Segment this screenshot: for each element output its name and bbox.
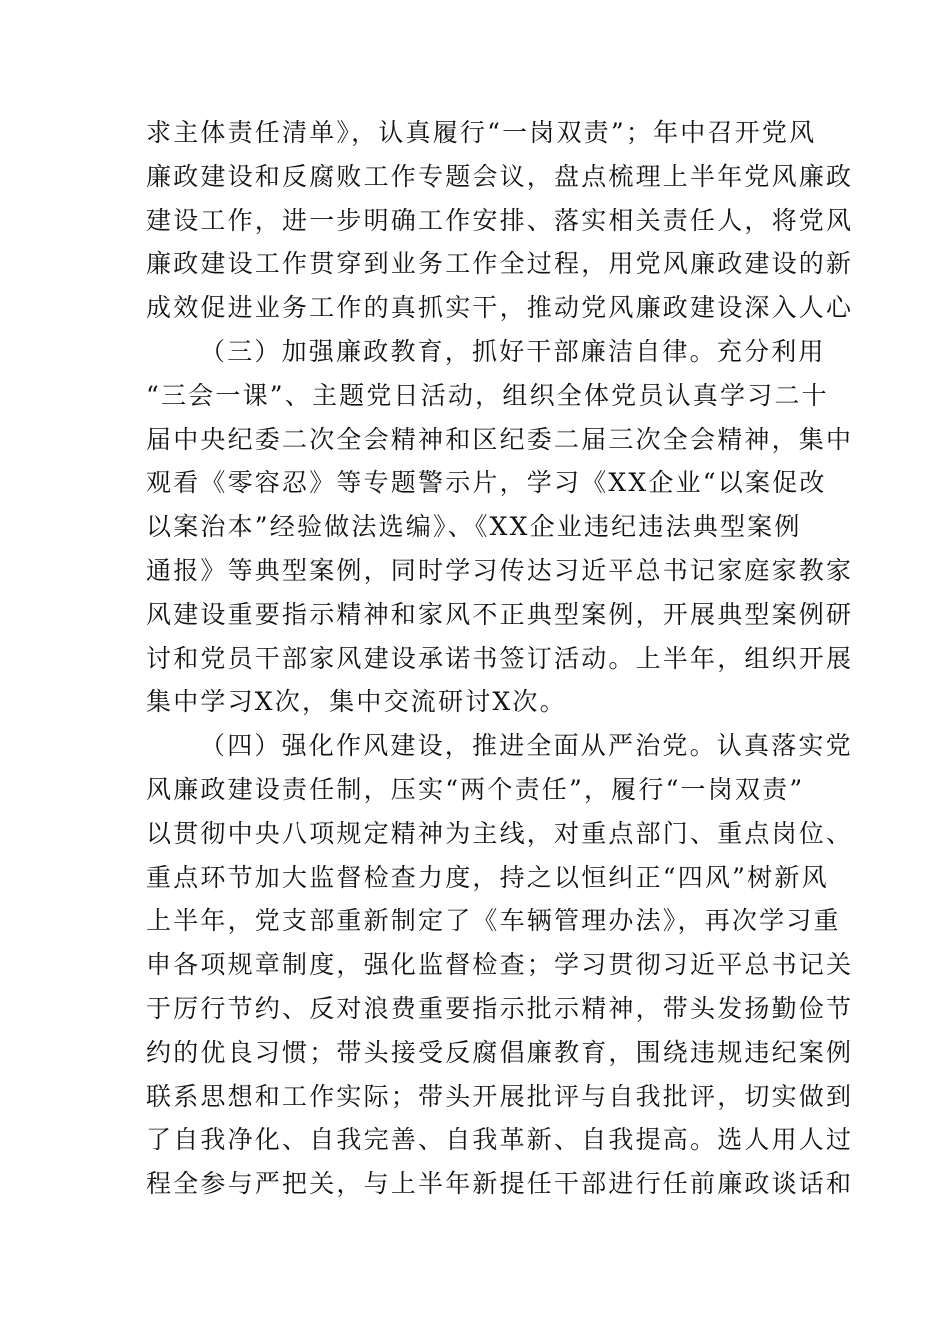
text-line: 成效促进业务工作的真抓实干，推动党风廉政建设深入人心 [146, 293, 854, 323]
text-line: 廉政建设工作贯穿到业务工作全过程，用党风廉政建设的新 [146, 249, 854, 279]
text-line: 于厉行节约、反对浪费重要指示批示精神，带头发扬勤俭节 [146, 993, 854, 1023]
text-line: 以案治本”经验做法选编》、《XX企业违纪违法典型案例 [146, 512, 802, 542]
text-line: 廉政建设和反腐败工作专题会议，盘点梳理上半年党风廉政 [146, 161, 854, 191]
text-line: 重点环节加大监督检查力度，持之以恒纠正“四风”树新风 [146, 862, 829, 892]
paragraph-clean-government-education [146, 330, 854, 724]
text-line: 以贯彻中央八项规定精神为主线，对重点部门、重点岗位、 [146, 818, 854, 848]
text-line: “三会一课”、主题党日活动，组织全体党员认真学习二十 [146, 380, 829, 410]
text-line: （四）强化作风建设，推进全面从严治党。认真落实党 [200, 731, 853, 761]
text-line: 联系思想和工作实际；带头开展批评与自我批评，切实做到 [146, 1081, 854, 1111]
text-line: 程全参与严把关，与上半年新提任干部进行任前廉政谈话和 [146, 1169, 854, 1199]
text-line: 通报》等典型案例，同时学习传达习近平总书记家庭家教家 [146, 555, 854, 585]
text-line: 建设工作，进一步明确工作安排、落实相关责任人，将党风 [146, 205, 854, 235]
document-body [146, 111, 854, 1206]
text-line: 讨和党员干部家风建设承诺书签订活动。上半年，组织开展 [146, 643, 854, 673]
text-line: 风建设重要指示精神和家风不正典型案例，开展典型案例研 [146, 599, 854, 629]
text-line: 约的优良习惯；带头接受反腐倡廉教育，围绕违规违纪案例 [146, 1037, 854, 1067]
text-line: （三）加强廉政教育，抓好干部廉洁自律。充分利用 [200, 336, 826, 366]
text-line: 申各项规章制度，强化监督检查；学习贯彻习近平总书记关 [146, 950, 854, 980]
text-line: 求主体责任清单》，认真履行“一岗双责”；年中召开党风 [146, 118, 817, 147]
text-line: 集中学习X次，集中交流研讨X次。 [146, 687, 567, 717]
text-line: 风廉政建设责任制，压实“两个责任”，履行“一岗双责” [146, 774, 805, 804]
text-line: 观看《零容忍》等专题警示片，学习《XX企业“以案促改 [146, 468, 827, 498]
text-line: 了自我净化、自我完善、自我革新、自我提高。选人用人过 [146, 1125, 854, 1155]
text-line: 上半年，党支部重新制定了《车辆管理办法》，再次学习重 [146, 906, 841, 936]
paragraph-continuation [146, 111, 854, 330]
paragraph-work-style [146, 724, 854, 1206]
text-line: 届中央纪委二次全会精神和区纪委二届三次全会精神，集中 [146, 424, 854, 454]
